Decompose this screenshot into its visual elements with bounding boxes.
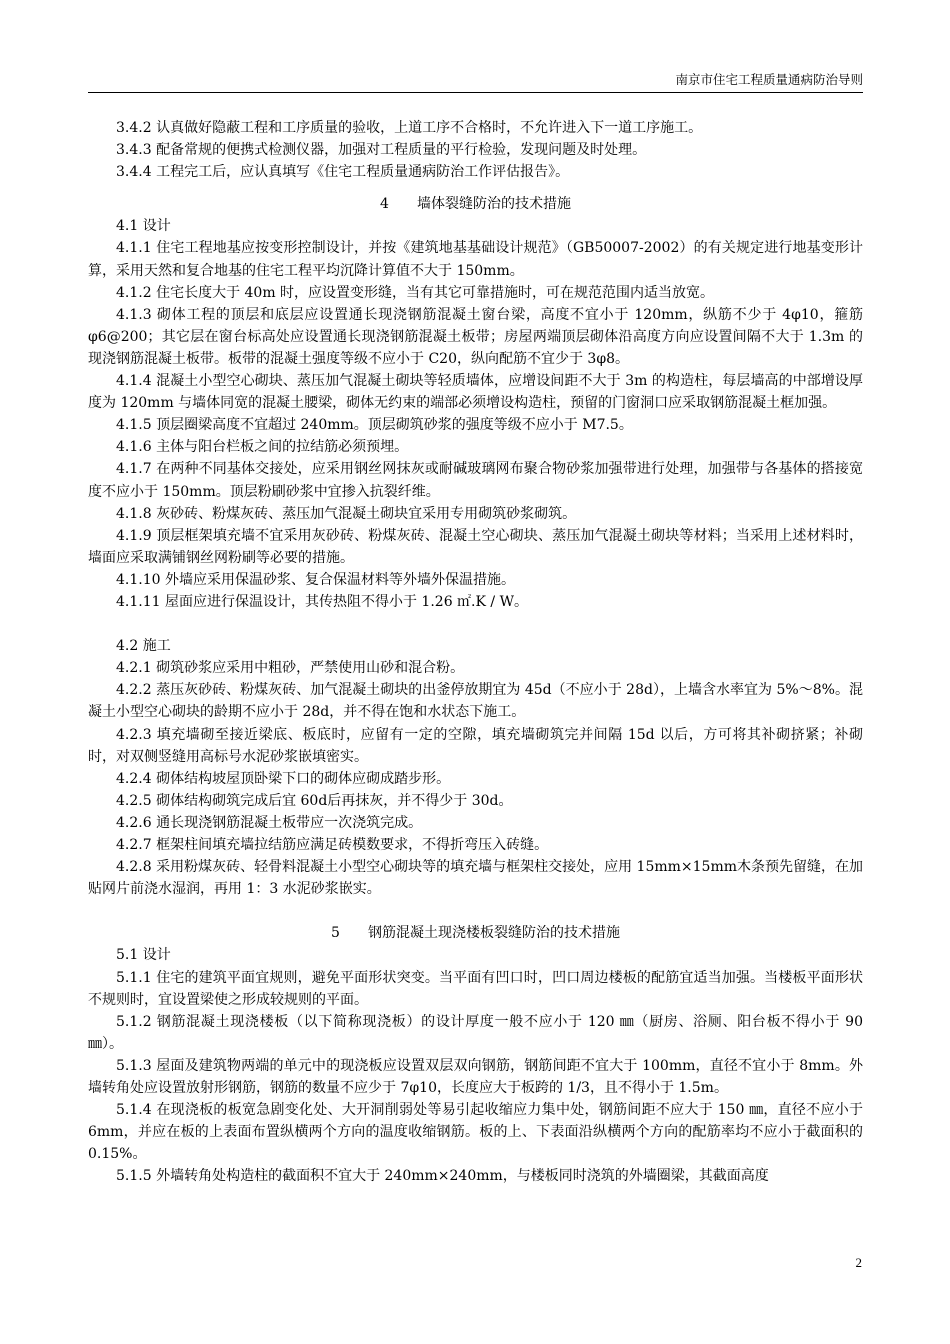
clause-4-2-8: 4.2.8 采用粉煤灰砖、轻骨料混凝土小型空心砌块等的填充墙与框架柱交接处，应用 15mm×15mm木条预先留缝，在加贴网片前浇水湿润，再用 1：3 水泥砂浆嵌实。 <box>88 859 863 898</box>
section-4-heading: 4 墙体裂缝防治的技术措施 <box>380 196 571 213</box>
clause-4-1-1: 4.1.1 住宅工程地基应按变形控制设计，并按《建筑地基基础设计规范》（GB50007-2002）的有关规定进行地基变形计算，采用天然和复合地基的住宅工程平均沉降计算值不大于 150mm。 <box>88 240 863 279</box>
clause-4-2-6: 4.2.6 通长现浇钢筋混凝土板带应一次浇筑完成。 <box>116 814 423 831</box>
page-header <box>88 70 863 88</box>
header-divider <box>88 92 863 93</box>
clause-4-2-7: 4.2.7 框架柱间填充墙拉结筋应满足砖模数要求，不得折弯压入砖缝。 <box>116 837 549 853</box>
clause-4-1-4: 4.1.4 混凝土小型空心砌块、蒸压加气混凝土砌块等轻质墙体，应增设间距不大于 3m 的构造柱，每层墙高的中部增设厚度为 120mm 与墙体同宽的混凝土腰梁，砌体无约束的端部必须增设构造柱，预留的门窗洞口应采取钢筋混凝土框加强。 <box>88 373 863 412</box>
clause-4-1-9: 4.1.9 顶层框架填充墙不宜采用灰砂砖、粉煤灰砖、混凝土空心砌块、蒸压加气混凝土砌块等材料；当采用上述材料时，墙面应采取满铺钢丝网粉刷等必要的措施。 <box>88 527 863 566</box>
document-body <box>88 117 863 1188</box>
subsection-4-2-heading: 4.2 施工 <box>116 638 171 655</box>
blank-line <box>88 613 863 635</box>
section-5-heading: 5 钢筋混凝土现浇楼板裂缝防治的技术措施 <box>331 925 620 942</box>
clause-4-1-7: 4.1.7 在两种不同基体交接处，应采用钢丝网抹灰或耐碱玻璃网布聚合物砂浆加强带进行处理，加强带与各基体的搭接宽度不应小于 150mm。顶层粉刷砂浆中宜掺入抗裂纤维。 <box>88 461 863 500</box>
header-title: 南京市住宅工程质量通病防治导则 <box>675 72 863 87</box>
clause-3-4-2: 3.4.2 认真做好隐蔽工程和工序质量的验收，上道工序不合格时，不允许进入下一道工序施工。 <box>116 120 703 136</box>
clause-4-2-5: 4.2.5 砌体结构砌筑完成后宜 60d后再抹灰，并不得少于 30d。 <box>116 792 513 809</box>
clause-4-1-10: 4.1.10 外墙应采用保温砂浆、复合保温材料等外墙外保温措施。 <box>116 571 515 588</box>
clause-4-1-2: 4.1.2 住宅长度大于 40m 时，应设置变形缝，当有其它可靠措施时，可在规范范围内适当放宽。 <box>116 284 715 301</box>
clause-5-1-4: 5.1.4 在现浇板的板宽急剧变化处、大开洞削弱处等易引起收缩应力集中处，钢筋间距不应大于 150 ㎜，直径不应小于 6mm，并应在板的上表面布置纵横两个方向的温度收缩钢筋。板的上、下表面沿纵横两个方向的配筋率均不应小于截面积的 0.15%。 <box>88 1102 863 1163</box>
clause-5-1-1: 5.1.1 住宅的建筑平面宜规则，避免平面形状突变。当平面有凹口时，凹口周边楼板的配筋宜适当加强。当楼板平面形状不规则时，宜设置梁使之形成较规则的平面。 <box>88 969 863 1008</box>
clause-5-1-3: 5.1.3 屋面及建筑物两端的单元中的现浇板应设置双层双向钢筋，钢筋间距不宜大于 100mm，直径不宜小于 8mm。外墙转角处应设置放射形钢筋，钢筋的数量不应少于 7φ10，长度应大于板跨的 1/3，且不得小于 1.5m。 <box>88 1057 863 1097</box>
clause-5-1-5: 5.1.5 外墙转角处构造柱的截面积不宜大于 240mm×240mm，与楼板同时浇筑的外墙圈梁，其截面高度 <box>116 1168 769 1185</box>
clause-4-1-3: 4.1.3 砌体工程的顶层和底层应设置通长现浇钢筋混凝土窗台梁，高度不宜小于 120mm，纵筋不少于 4φ10，箍筋φ6@200；其它层在窗台标高处应设置通长现浇钢筋混凝土板带；房屋两端顶层砌体沿高度方向应设置间隔不大于 1.3m 的现浇钢筋混凝土板带。板带的混凝土强度等级不应小于 C20，纵向配筋不宜少于 3φ8。 <box>88 306 863 367</box>
clause-4-2-4: 4.2.4 砌体结构坡屋顶卧梁下口的砌体应砌成踏步形。 <box>116 770 451 787</box>
clause-4-2-1: 4.2.1 砌筑砂浆应采用中粗砂，严禁使用山砂和混合粉。 <box>116 660 465 677</box>
clause-3-4-4: 3.4.4 工程完工后，应认真填写《住宅工程质量通病防治工作评估报告》。 <box>116 164 570 181</box>
clause-4-1-8: 4.1.8 灰砂砖、粉煤灰砖、蒸压加气混凝土砌块宜采用专用砌筑砂浆砌筑。 <box>116 505 577 522</box>
blank-line <box>88 900 863 922</box>
subsection-4-1-heading: 4.1 设计 <box>116 218 171 235</box>
clause-4-1-5: 4.1.5 顶层圈梁高度不宜超过 240mm。顶层砌筑砂浆的强度等级不应小于 M7.5。 <box>116 417 633 434</box>
page-number: 2 <box>855 1255 862 1270</box>
subsection-5-1-heading: 5.1 设计 <box>116 947 171 964</box>
clause-4-2-2: 4.2.2 蒸压灰砂砖、粉煤灰砖、加气混凝土砌块的出釜停放期宜为 45d（不应小于 28d），上墙含水率宜为 5%～8%。混凝土小型空心砌块的龄期不应小于 28d，并不得在饱和水状态下施工。 <box>88 682 863 721</box>
clause-4-1-11: 4.1.11 屋面应进行保温设计，其传热阻不得小于 1.26 ㎡.K / W。 <box>116 593 528 610</box>
clause-4-1-6: 4.1.6 主体与阳台栏板之间的拉结筋必须预埋。 <box>116 439 409 456</box>
clause-4-2-3: 4.2.3 填充墙砌至接近梁底、板底时，应留有一定的空隙，填充墙砌筑完并间隔 15d 以后，方可将其补砌挤紧；补砌时，对双侧竖缝用高标号水泥砂浆嵌填密实。 <box>88 726 863 765</box>
clause-5-1-2: 5.1.2 钢筋混凝土现浇楼板（以下简称现浇板）的设计厚度一般不应小于 120 ㎜（厨房、浴厕、阳台板不得小于 90 ㎜）。 <box>88 1013 863 1052</box>
clause-3-4-3: 3.4.3 配备常规的便携式检测仪器，加强对工程质量的平行检验，发现问题及时处理。 <box>116 142 647 159</box>
